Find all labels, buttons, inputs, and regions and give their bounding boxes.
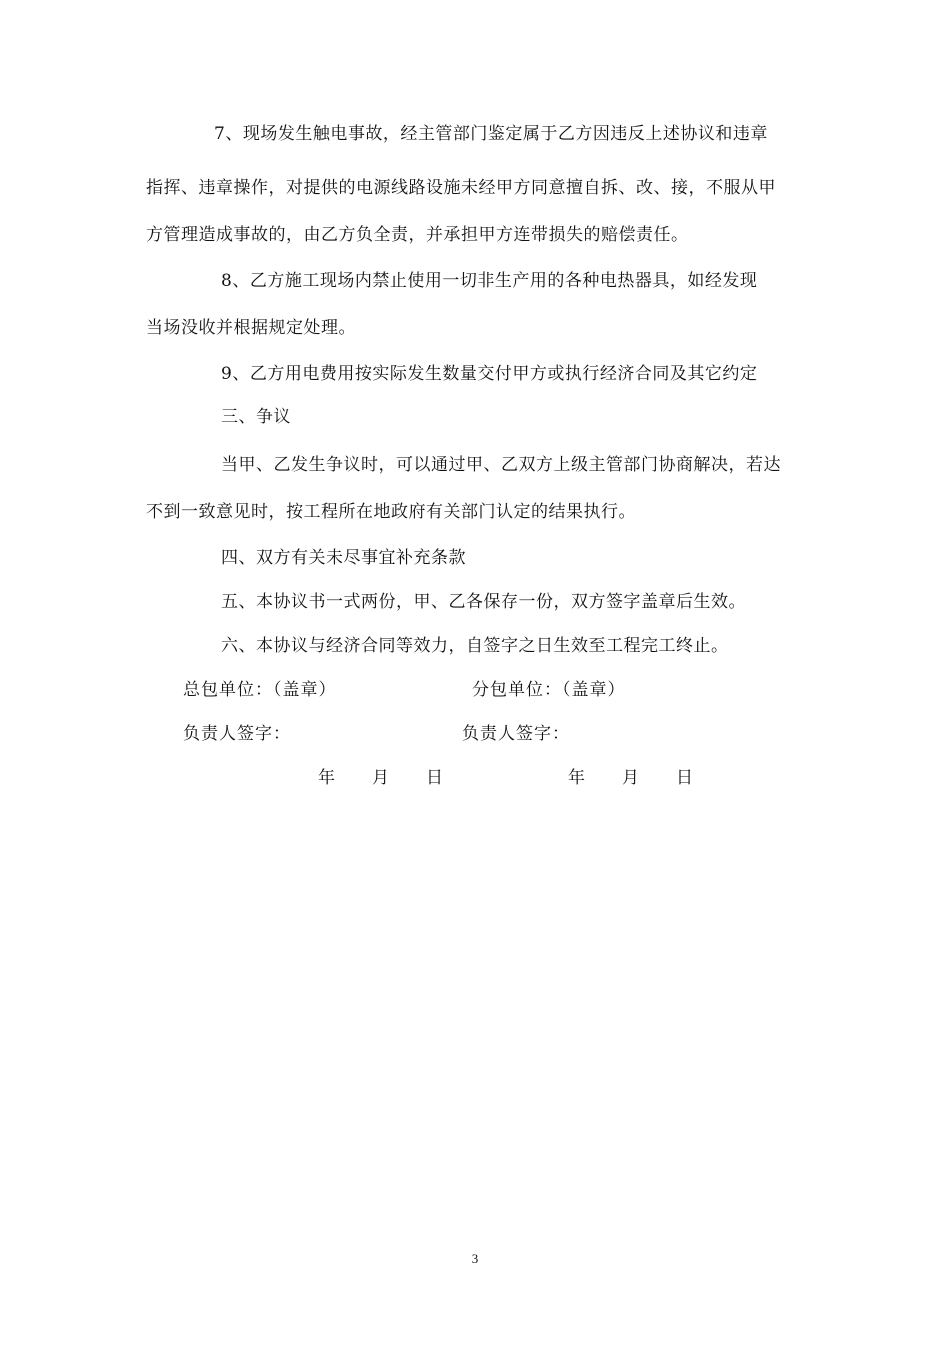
clause-8-line-2: 当场没收并根据规定处理。 xyxy=(146,318,356,338)
section-3-body-line-1: 当甲、乙发生争议时，可以通过甲、乙双方上级主管部门协商解决，若达 xyxy=(221,455,781,475)
clause-8-line-1: 8、乙方施工现场内禁止使用一切非生产用的各种电热器具，如经发现 xyxy=(221,271,758,291)
subcontractor-unit-label: 分包单位：（盖章） xyxy=(472,680,626,700)
right-signer-label: 负责人签字： xyxy=(462,724,570,744)
section-3-body-line-2: 不到一致意见时，按工程所在地政府有关部门认定的结果执行。 xyxy=(146,502,636,522)
left-date-line: 年 月 日 xyxy=(318,768,444,788)
right-date-line: 年 月 日 xyxy=(568,768,694,788)
section-3-title: 三、争议 xyxy=(221,407,291,427)
clause-7-line-3: 方管理造成事故的，由乙方负全责，并承担甲方连带损失的赔偿责任。 xyxy=(146,225,689,245)
clause-9: 9、乙方用电费用按实际发生数量交付甲方或执行经济合同及其它约定 xyxy=(221,364,758,384)
section-5: 五、本协议书一式两份，甲、乙各保存一份，双方签字盖章后生效。 xyxy=(221,592,746,612)
left-signer-label: 负责人签字： xyxy=(183,724,291,744)
general-contractor-unit-label: 总包单位：（盖章） xyxy=(183,680,337,700)
section-4: 四、双方有关未尽事宜补充条款 xyxy=(221,548,466,568)
section-6: 六、本协议与经济合同等效力，自签字之日生效至工程完工终止。 xyxy=(221,636,729,656)
clause-7-line-1: 7、现场发生触电事故，经主管部门鉴定属于乙方因违反上述协议和违章 xyxy=(214,124,768,144)
clause-7-line-2: 指挥、违章操作，对提供的电源线路设施未经甲方同意擅自拆、改、接，不服从甲 xyxy=(146,178,776,198)
page-number: 3 xyxy=(471,1251,479,1266)
